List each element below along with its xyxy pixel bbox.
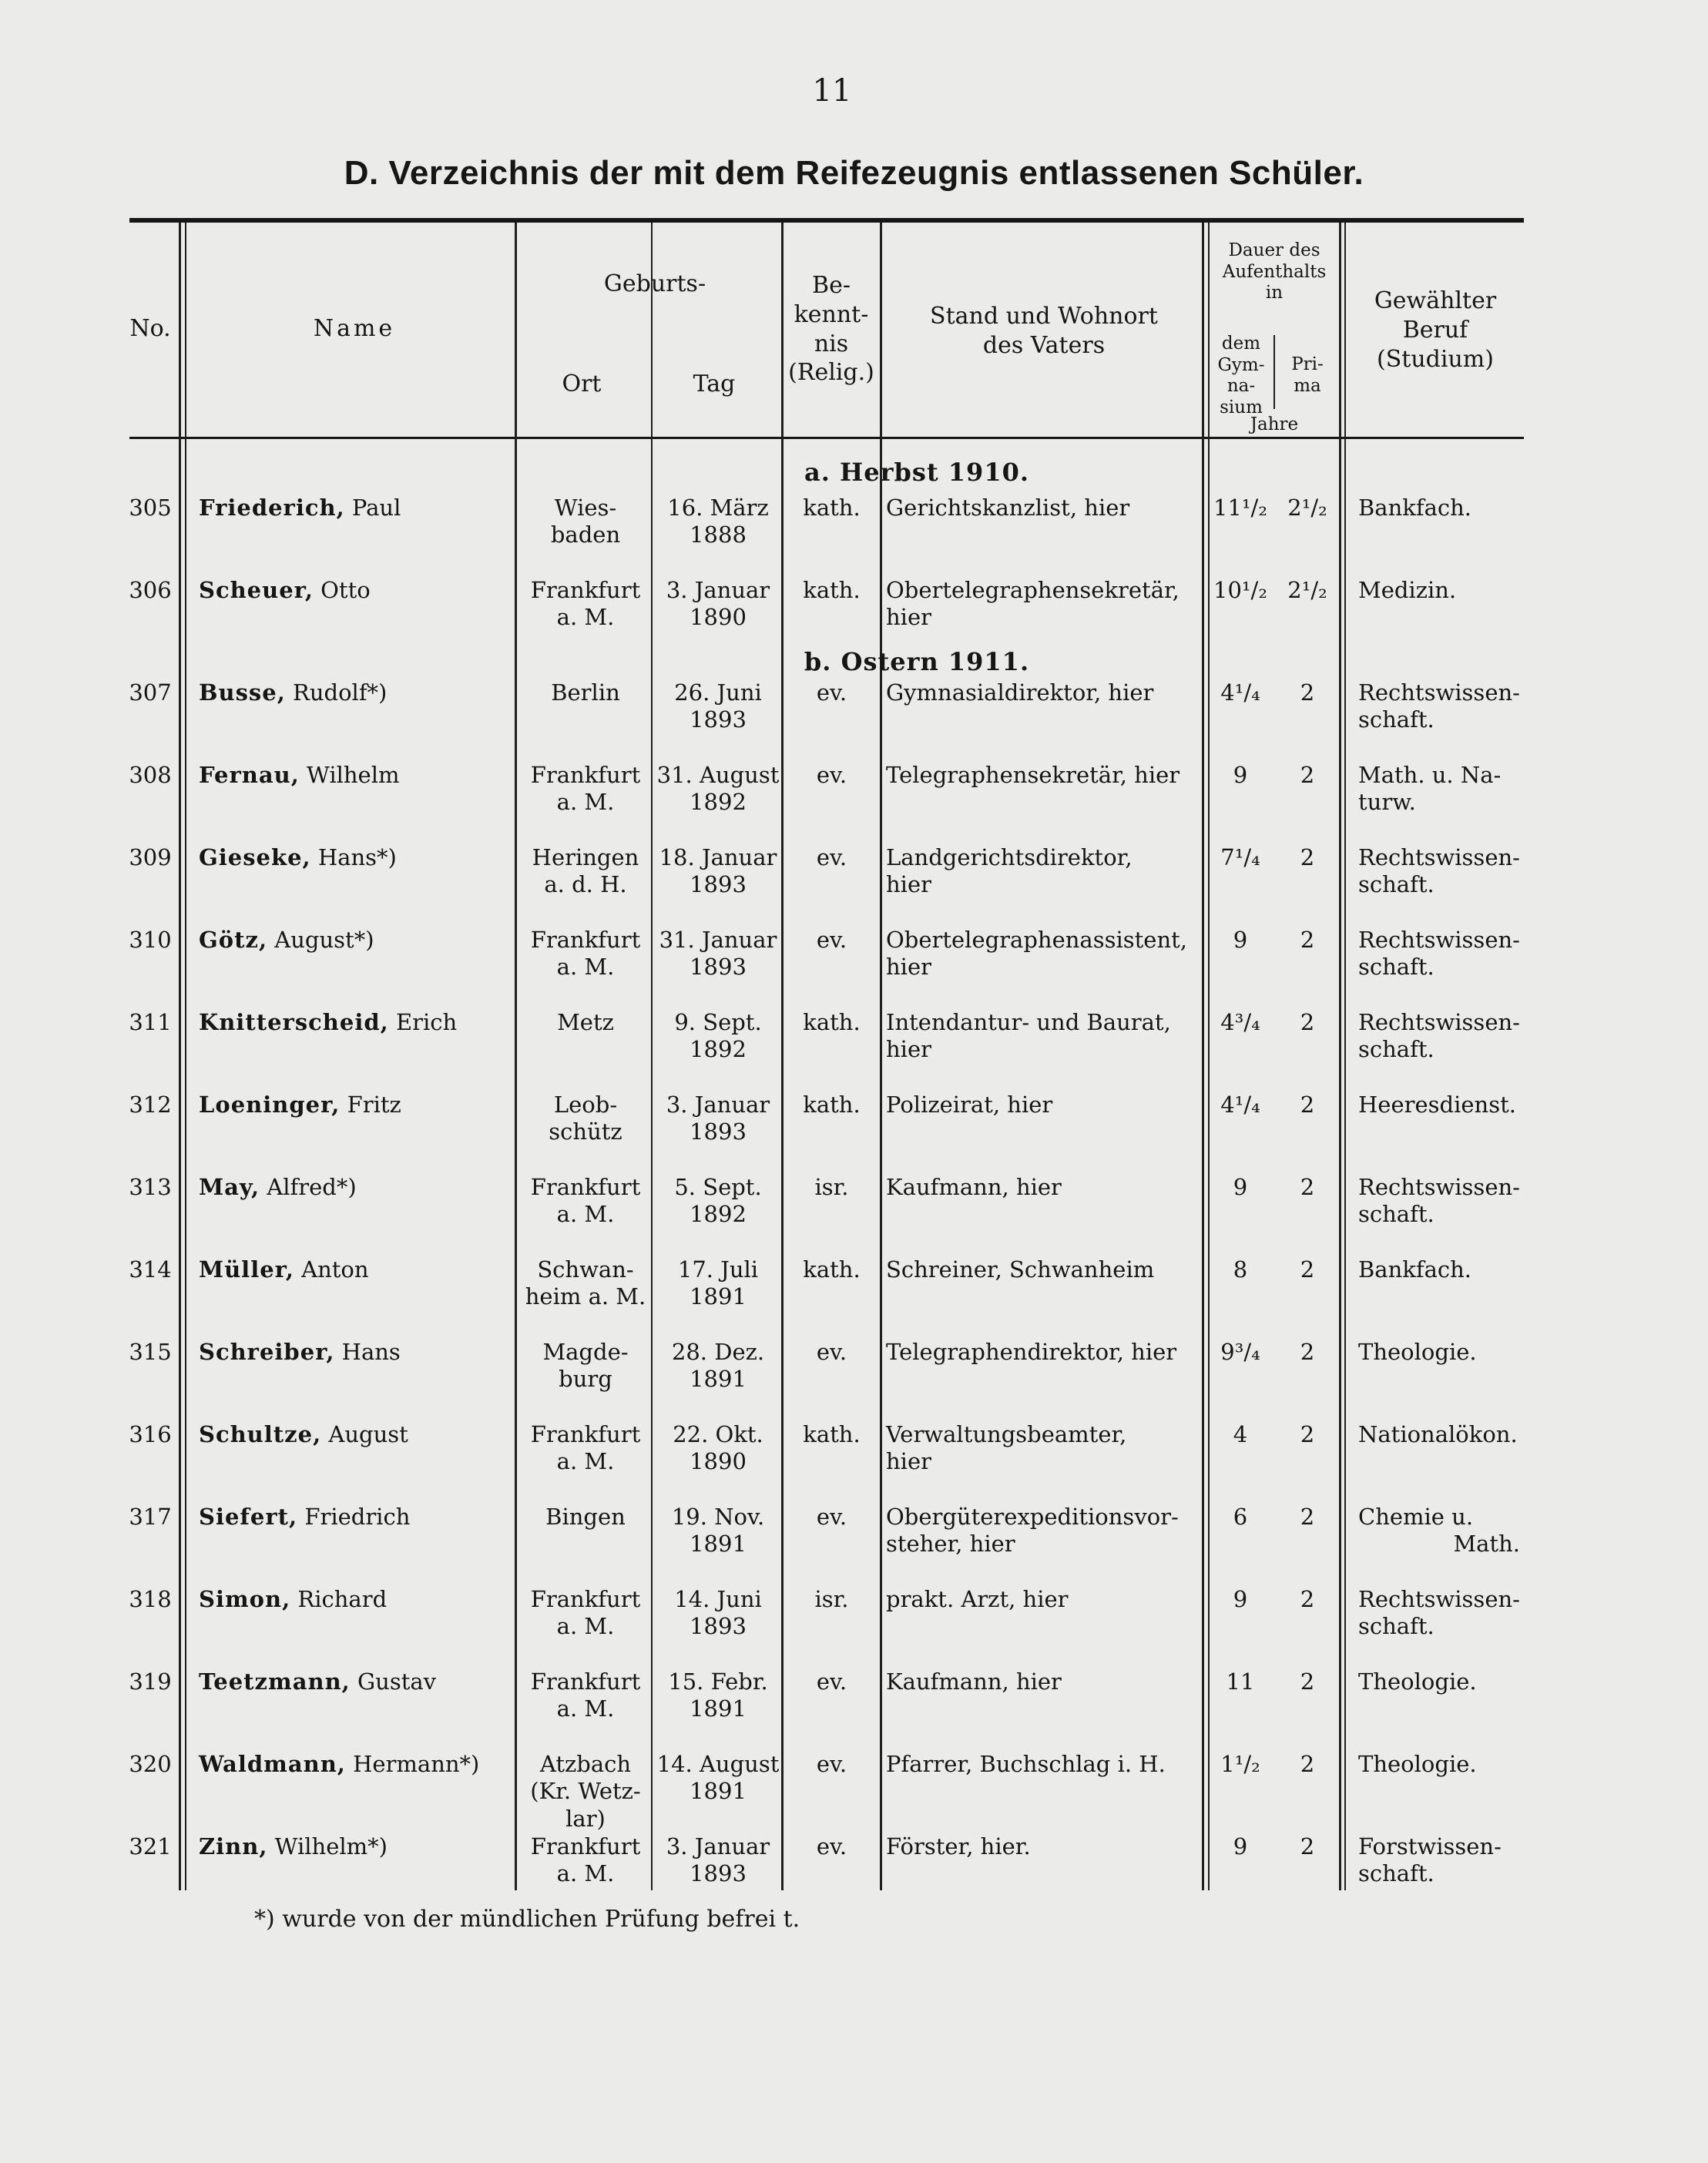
row-number: 307 xyxy=(129,679,172,706)
father-occupation: Kaufmann, hier xyxy=(886,1668,1062,1695)
birth-date: 9. Sept. 1892 xyxy=(674,1009,762,1063)
column-divider xyxy=(1202,223,1204,1890)
student-name xyxy=(199,844,397,871)
religion: ev. xyxy=(816,1339,847,1365)
chosen-profession: Bankfach. xyxy=(1358,1256,1472,1283)
student-given-name: August*) xyxy=(274,927,374,953)
row-number: 317 xyxy=(129,1504,172,1530)
row-number: 316 xyxy=(129,1421,172,1447)
religion: kath. xyxy=(803,1009,861,1035)
religion: ev. xyxy=(816,1751,847,1777)
student-name xyxy=(199,1009,457,1036)
student-given-name: Wilhelm*) xyxy=(274,1833,388,1860)
student-name xyxy=(199,1833,388,1860)
student-given-name: Rudolf*) xyxy=(293,679,388,706)
years-prima: 2 xyxy=(1300,1751,1315,1777)
father-occupation: Förster, hier. xyxy=(886,1833,1031,1860)
student-surname: Müller, xyxy=(199,1256,294,1283)
student-given-name: Wilhelm xyxy=(307,762,400,788)
header-bekenntnis: Be- kennt- nis (Relig.) xyxy=(788,272,874,387)
father-occupation: Gymnasialdirektor, hier xyxy=(886,679,1154,706)
years-prima: 2 xyxy=(1300,1504,1315,1530)
birth-date: 14. Juni 1893 xyxy=(674,1586,762,1640)
father-occupation: Verwaltungsbeamter, hier xyxy=(886,1421,1127,1475)
years-gymnasium: 8 xyxy=(1233,1256,1248,1283)
student-surname: Götz, xyxy=(199,927,268,953)
student-surname: Schreiber, xyxy=(199,1339,335,1365)
header-rule xyxy=(129,437,1524,439)
birth-date: 19. Nov. 1891 xyxy=(671,1504,765,1558)
birth-place: Frankfurt a. M. xyxy=(530,762,641,816)
student-surname: May, xyxy=(199,1174,260,1200)
student-surname: Siefert, xyxy=(199,1504,298,1530)
header-gymnasium: dem Gym- na- sium xyxy=(1217,334,1265,418)
header-prima: Pri- ma xyxy=(1291,354,1324,396)
row-number: 321 xyxy=(129,1833,172,1860)
religion: kath. xyxy=(803,1421,861,1447)
father-occupation: Kaufmann, hier xyxy=(886,1174,1062,1200)
years-gymnasium: 4 xyxy=(1233,1421,1248,1447)
student-given-name: August xyxy=(328,1421,408,1447)
row-number: 314 xyxy=(129,1256,172,1283)
years-gymnasium: 11¹/₂ xyxy=(1213,495,1267,521)
student-surname: Friederich, xyxy=(199,495,345,521)
chosen-profession: Rechtswissen- schaft. xyxy=(1358,1174,1520,1228)
chosen-profession: Rechtswissen- schaft. xyxy=(1358,1009,1520,1063)
birth-place: Frankfurt a. M. xyxy=(530,927,641,981)
years-gymnasium: 9 xyxy=(1233,762,1248,788)
years-prima: 2¹/₂ xyxy=(1287,577,1327,603)
years-prima: 2 xyxy=(1300,1668,1315,1695)
years-prima: 2 xyxy=(1300,1256,1315,1283)
row-number: 310 xyxy=(129,927,172,953)
years-prima: 2 xyxy=(1300,679,1315,706)
chosen-profession: Theologie. xyxy=(1358,1668,1477,1695)
top-rule xyxy=(129,218,1524,223)
birth-place: Heringen a. d. H. xyxy=(532,844,639,898)
religion: ev. xyxy=(816,762,847,788)
student-surname: Busse, xyxy=(199,679,286,706)
row-number: 309 xyxy=(129,844,172,870)
years-prima: 2¹/₂ xyxy=(1287,495,1327,521)
student-surname: Waldmann, xyxy=(199,1751,346,1777)
father-occupation: Intendantur- und Baurat, hier xyxy=(886,1009,1171,1063)
student-given-name: Erich xyxy=(395,1009,458,1035)
birth-date: 28. Dez. 1891 xyxy=(671,1339,765,1393)
birth-date: 17. Juli 1891 xyxy=(677,1256,759,1310)
chosen-profession: Rechtswissen- schaft. xyxy=(1358,679,1520,733)
student-name xyxy=(199,1504,410,1531)
chosen-profession: Theologie. xyxy=(1358,1751,1477,1777)
religion: isr. xyxy=(814,1174,849,1200)
birth-place: Frankfurt a. M. xyxy=(530,1421,641,1475)
birth-place: Schwan- heim a. M. xyxy=(525,1256,646,1310)
father-occupation: Telegraphendirektor, hier xyxy=(886,1339,1177,1365)
student-name xyxy=(199,1092,401,1118)
student-name xyxy=(199,577,371,604)
years-prima: 2 xyxy=(1300,1586,1315,1612)
birth-date: 5. Sept. 1892 xyxy=(674,1174,762,1228)
student-name xyxy=(199,1174,357,1201)
birth-place: Frankfurt a. M. xyxy=(530,1174,641,1228)
religion: ev. xyxy=(816,1668,847,1695)
student-name xyxy=(199,762,399,789)
chosen-profession: Rechtswissen- schaft. xyxy=(1358,844,1520,898)
student-name xyxy=(199,1421,408,1448)
religion: isr. xyxy=(814,1586,849,1612)
student-surname: Loeninger, xyxy=(199,1092,341,1118)
father-occupation: Schreiner, Schwanheim xyxy=(886,1256,1155,1283)
student-surname: Fernau, xyxy=(199,762,300,788)
religion: ev. xyxy=(816,679,847,706)
row-number: 305 xyxy=(129,495,172,521)
student-name xyxy=(199,927,374,954)
father-occupation: Obertelegraphenassistent, hier xyxy=(886,927,1187,981)
student-name xyxy=(199,1256,369,1283)
years-gymnasium: 9 xyxy=(1233,1833,1248,1860)
chosen-profession: Nationalökon. xyxy=(1358,1421,1518,1447)
father-occupation: Obertelegraphensekretär, hier xyxy=(886,577,1179,631)
header-stand: Stand und Wohnort des Vaters xyxy=(930,303,1158,359)
row-number: 311 xyxy=(129,1009,172,1035)
chosen-profession: Chemie u. Math. xyxy=(1358,1504,1520,1558)
footnote: *) wurde von der mündlichen Prüfung befrei t. xyxy=(254,1906,800,1933)
years-prima: 2 xyxy=(1300,762,1315,788)
chosen-profession: Theologie. xyxy=(1358,1339,1477,1365)
row-number: 320 xyxy=(129,1751,172,1777)
row-number: 318 xyxy=(129,1586,172,1612)
years-prima: 2 xyxy=(1300,1339,1315,1365)
student-given-name: Hans xyxy=(341,1339,401,1365)
student-given-name: Hermann*) xyxy=(353,1751,480,1777)
student-surname: Knitterscheid, xyxy=(199,1009,389,1035)
years-gymnasium: 9 xyxy=(1233,927,1248,953)
row-number: 308 xyxy=(129,762,172,788)
birth-place: Bingen xyxy=(545,1504,626,1530)
years-prima: 2 xyxy=(1300,1421,1315,1447)
religion: ev. xyxy=(816,1504,847,1530)
birth-date: 26. Juni 1893 xyxy=(674,679,762,733)
birth-date: 14. August 1891 xyxy=(656,1751,780,1805)
student-surname: Schultze, xyxy=(199,1421,322,1447)
father-occupation: Landgerichtsdirektor, hier xyxy=(886,844,1133,898)
row-number: 312 xyxy=(129,1092,172,1118)
student-surname: Scheuer, xyxy=(199,577,314,603)
header-tag: Tag xyxy=(693,371,736,397)
student-surname: Gieseke, xyxy=(199,844,311,870)
birth-place: Magde- burg xyxy=(542,1339,629,1393)
row-number: 319 xyxy=(129,1668,172,1695)
religion: ev. xyxy=(816,927,847,953)
column-divider xyxy=(179,223,181,1890)
student-surname: Teetzmann, xyxy=(199,1668,351,1695)
birth-place: Berlin xyxy=(551,679,620,706)
student-surname: Zinn, xyxy=(199,1833,268,1860)
years-gymnasium: 4³/₄ xyxy=(1220,1009,1260,1035)
birth-date: 31. Januar 1893 xyxy=(659,927,777,981)
student-given-name: Friedrich xyxy=(304,1504,411,1530)
birth-date: 3. Januar 1893 xyxy=(666,1833,770,1887)
birth-date: 18. Januar 1893 xyxy=(659,844,777,898)
birth-place: Frankfurt a. M. xyxy=(530,1833,641,1887)
chosen-profession: Rechtswissen- schaft. xyxy=(1358,927,1520,981)
father-occupation: Gerichtskanzlist, hier xyxy=(886,495,1130,521)
religion: kath. xyxy=(803,577,861,603)
student-name xyxy=(199,1668,436,1695)
father-occupation: Obergüterexpeditionsvor- steher, hier xyxy=(886,1504,1179,1558)
birth-place: Atzbach (Kr. Wetz- lar) xyxy=(530,1751,641,1832)
birth-date: 15. Febr. 1891 xyxy=(668,1668,768,1722)
years-prima: 2 xyxy=(1300,1009,1315,1035)
years-prima: 2 xyxy=(1300,927,1315,953)
student-given-name: Gustav xyxy=(357,1668,437,1695)
birth-date: 31. August 1892 xyxy=(656,762,780,816)
student-given-name: Otto xyxy=(320,577,371,603)
header-beruf: Gewählter Beruf (Studium) xyxy=(1374,287,1497,373)
student-given-name: Richard xyxy=(297,1586,388,1612)
row-number: 315 xyxy=(129,1339,172,1365)
years-prima: 2 xyxy=(1300,844,1315,870)
header-no: No. xyxy=(129,315,171,342)
birth-place: Leob- schütz xyxy=(549,1092,622,1145)
birth-date: 3. Januar 1893 xyxy=(666,1092,770,1145)
student-name xyxy=(199,1751,479,1778)
birth-place: Frankfurt a. M. xyxy=(530,1586,641,1640)
student-given-name: Hans*) xyxy=(317,844,397,870)
student-given-name: Paul xyxy=(351,495,401,521)
column-divider xyxy=(1208,223,1210,1890)
religion: kath. xyxy=(803,1092,861,1118)
chosen-profession: Heeresdienst. xyxy=(1358,1092,1516,1118)
religion: ev. xyxy=(816,1833,847,1860)
section-heading: a. Herbst 1910. xyxy=(804,458,1029,487)
header-name: Name xyxy=(313,315,396,342)
header-ort: Ort xyxy=(562,371,602,397)
birth-place: Metz xyxy=(557,1009,614,1035)
column-divider xyxy=(185,223,186,1890)
years-prima: 2 xyxy=(1300,1092,1315,1118)
years-gymnasium: 10¹/₂ xyxy=(1213,577,1267,603)
birth-place: Wies- baden xyxy=(550,495,621,548)
student-name xyxy=(199,679,387,706)
father-occupation: Pfarrer, Buchschlag i. H. xyxy=(886,1751,1166,1777)
page-title: D. Verzeichnis der mit dem Reifezeugnis entlassenen Schüler. xyxy=(344,154,1364,192)
religion: kath. xyxy=(803,1256,861,1283)
years-gymnasium: 4¹/₄ xyxy=(1220,1092,1260,1118)
years-gymnasium: 11 xyxy=(1226,1668,1255,1695)
student-given-name: Anton xyxy=(301,1256,369,1283)
row-number: 313 xyxy=(129,1174,172,1200)
father-occupation: Polizeirat, hier xyxy=(886,1092,1053,1118)
column-divider xyxy=(1344,223,1346,1890)
religion: ev. xyxy=(816,844,847,870)
years-gymnasium: 7¹/₄ xyxy=(1220,844,1260,870)
years-gymnasium: 9³/₄ xyxy=(1220,1339,1260,1365)
row-number: 306 xyxy=(129,577,172,603)
student-surname: Simon, xyxy=(199,1586,291,1612)
chosen-profession: Bankfach. xyxy=(1358,495,1472,521)
page-number: 11 xyxy=(812,73,852,109)
father-occupation: prakt. Arzt, hier xyxy=(886,1586,1069,1612)
years-gymnasium: 1¹/₂ xyxy=(1220,1751,1260,1777)
birth-date: 3. Januar 1890 xyxy=(666,577,770,631)
section-heading: b. Ostern 1911. xyxy=(804,647,1030,676)
years-gymnasium: 9 xyxy=(1233,1174,1248,1200)
years-gymnasium: 9 xyxy=(1233,1586,1248,1612)
header-dauer: Dauer des Aufenthalts in xyxy=(1222,240,1327,303)
chosen-profession: Math. u. Na- turw. xyxy=(1358,762,1502,816)
student-name xyxy=(199,1586,387,1613)
header-geburts: Geburts- xyxy=(603,270,706,297)
student-name xyxy=(199,495,401,521)
column-divider xyxy=(515,223,517,1890)
birth-date: 16. März 1888 xyxy=(667,495,769,548)
years-gymnasium: 4¹/₄ xyxy=(1220,679,1260,706)
religion: kath. xyxy=(803,495,861,521)
header-jahre: Jahre xyxy=(1250,414,1299,434)
years-prima: 2 xyxy=(1300,1833,1315,1860)
student-given-name: Alfred*) xyxy=(267,1174,357,1200)
chosen-profession: Medizin. xyxy=(1358,577,1457,603)
chosen-profession: Forstwissen- schaft. xyxy=(1358,1833,1502,1887)
birth-place: Frankfurt a. M. xyxy=(530,1668,641,1722)
chosen-profession: Rechtswissen- schaft. xyxy=(1358,1586,1520,1640)
column-divider xyxy=(651,223,653,1890)
student-name xyxy=(199,1339,401,1366)
birth-date: 22. Okt. 1890 xyxy=(673,1421,763,1475)
years-gymnasium: 6 xyxy=(1233,1504,1248,1530)
father-occupation: Telegraphensekretär, hier xyxy=(886,762,1180,788)
column-divider xyxy=(1339,223,1341,1890)
birth-place: Frankfurt a. M. xyxy=(530,577,641,631)
years-prima: 2 xyxy=(1300,1174,1315,1200)
student-given-name: Fritz xyxy=(347,1092,401,1118)
